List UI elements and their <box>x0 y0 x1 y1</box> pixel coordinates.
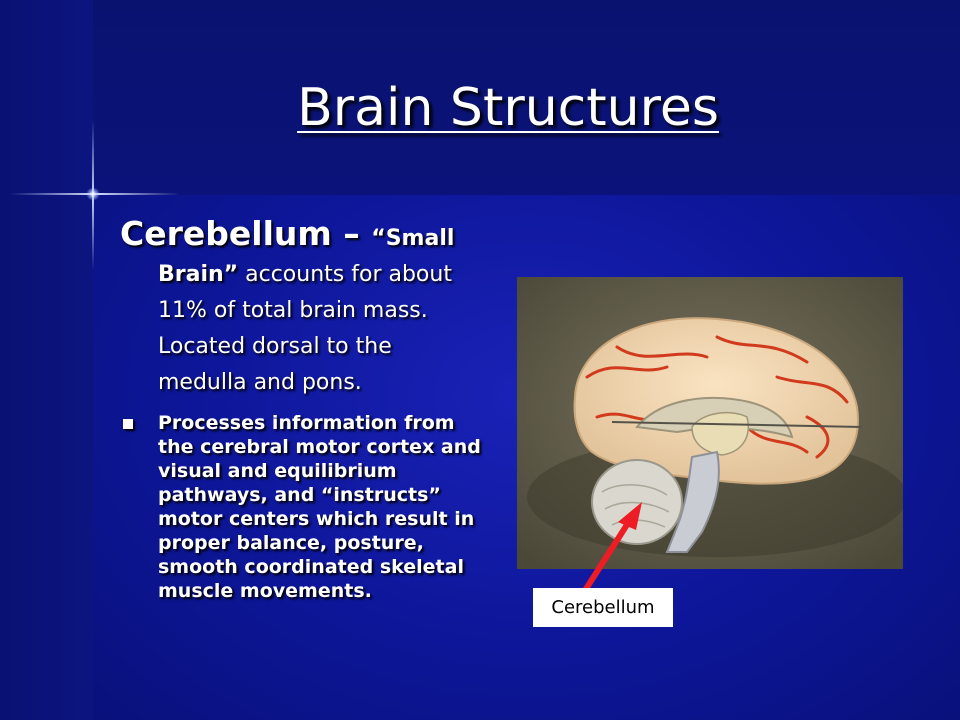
bullet-square-icon <box>123 419 133 429</box>
heading-quote-start: “Small <box>371 226 455 251</box>
heading-line-4: Located dorsal to the <box>158 334 392 359</box>
heading-line-5: medulla and pons. <box>158 370 362 395</box>
arrow-icon <box>570 500 660 600</box>
heading-dash: – <box>331 214 372 253</box>
image-label: Cerebellum <box>533 588 673 627</box>
heading-line-2 <box>120 257 495 293</box>
heading-quote-end: Brain” <box>158 262 239 287</box>
heading-term: Cerebellum <box>120 214 332 253</box>
heading-line-3: 11% of total brain mass. <box>158 298 428 323</box>
heading-line-1 <box>120 216 495 257</box>
bullet-item <box>120 411 495 603</box>
bullet-text: Processes information from the cerebral motor cortex and visual and equilibrium pathways, and “instructs” motor centers which result in proper balance, posture, smooth coordinated skeletal muscle movements. <box>158 412 481 602</box>
slide-title: Brain Structures <box>297 78 719 138</box>
sparkle-icon <box>86 188 100 200</box>
body-text <box>120 216 495 603</box>
heading-rest-1: accounts for about <box>238 262 452 287</box>
